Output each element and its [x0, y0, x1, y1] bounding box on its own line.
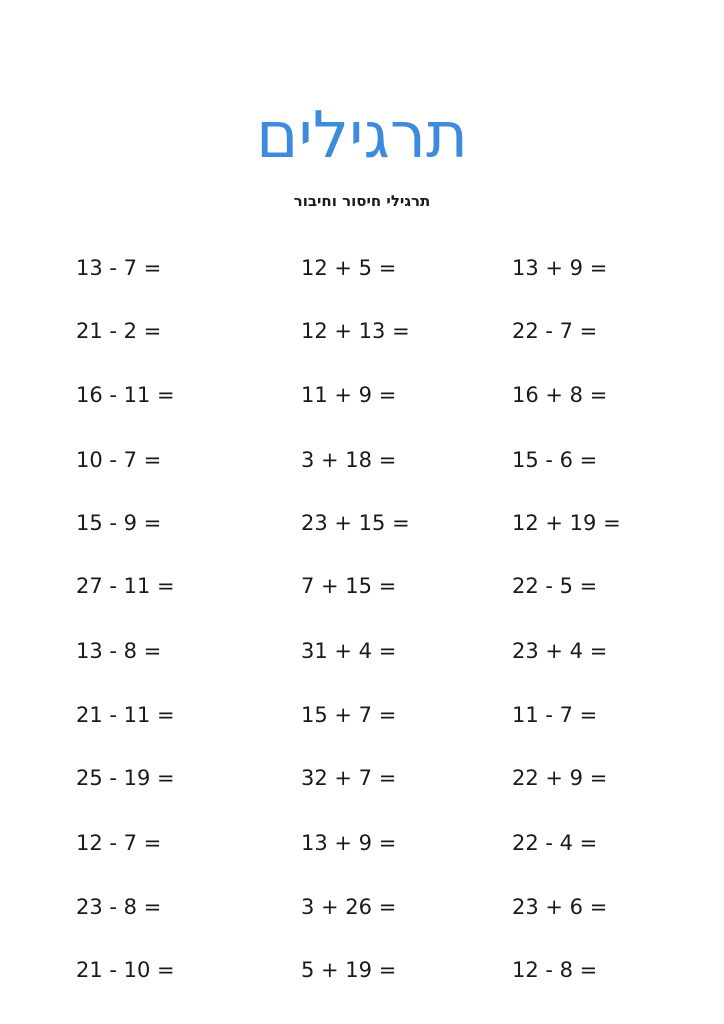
exercise-item: 12 + 19 = [512, 511, 621, 535]
exercise-item: 23 - 8 = [76, 895, 162, 919]
exercise-item: 15 + 7 = [301, 703, 397, 727]
exercise-item: 3 + 18 = [301, 448, 397, 472]
exercise-item: 12 + 13 = [301, 319, 410, 343]
exercise-row [0, 889, 724, 925]
exercise-item: 13 - 7 = [76, 256, 162, 280]
exercise-item: 21 - 11 = [76, 703, 175, 727]
exercise-item: 23 + 15 = [301, 511, 410, 535]
exercise-item: 21 - 10 = [76, 958, 175, 982]
exercise-item: 15 - 9 = [76, 511, 162, 535]
page-subtitle: תרגילי חיסור וחיבור [293, 192, 431, 210]
exercise-row [0, 505, 724, 541]
exercise-item: 3 + 26 = [301, 895, 397, 919]
exercise-row [0, 377, 724, 413]
exercise-item: 22 - 7 = [512, 319, 598, 343]
exercise-row [0, 825, 724, 861]
exercise-item: 23 + 6 = [512, 895, 608, 919]
exercise-item: 12 - 8 = [512, 958, 598, 982]
exercise-item: 22 - 5 = [512, 574, 598, 598]
exercise-row [0, 633, 724, 669]
page-title: תרגילים [255, 99, 469, 173]
exercise-item: 32 + 7 = [301, 766, 397, 790]
exercise-item: 15 - 6 = [512, 448, 598, 472]
exercise-item: 27 - 11 = [76, 574, 175, 598]
exercise-row [0, 697, 724, 733]
exercise-item: 21 - 2 = [76, 319, 162, 343]
exercise-row [0, 250, 724, 286]
exercise-item: 31 + 4 = [301, 639, 397, 663]
exercise-row [0, 568, 724, 604]
exercise-item: 12 - 7 = [76, 831, 162, 855]
exercise-item: 16 - 11 = [76, 383, 175, 407]
exercise-item: 25 - 19 = [76, 766, 175, 790]
exercise-item: 7 + 15 = [301, 574, 397, 598]
exercise-row [0, 313, 724, 349]
exercise-item: 22 - 4 = [512, 831, 598, 855]
exercise-item: 13 + 9 = [512, 256, 608, 280]
exercise-item: 22 + 9 = [512, 766, 608, 790]
exercise-item: 16 + 8 = [512, 383, 608, 407]
exercise-item: 13 - 8 = [76, 639, 162, 663]
exercise-item: 11 + 9 = [301, 383, 397, 407]
exercise-item: 11 - 7 = [512, 703, 598, 727]
exercise-row [0, 442, 724, 478]
exercise-row [0, 760, 724, 796]
exercise-item: 12 + 5 = [301, 256, 397, 280]
exercise-row [0, 952, 724, 988]
exercise-item: 13 + 9 = [301, 831, 397, 855]
exercise-item: 5 + 19 = [301, 958, 397, 982]
exercise-item: 10 - 7 = [76, 448, 162, 472]
exercise-item: 23 + 4 = [512, 639, 608, 663]
